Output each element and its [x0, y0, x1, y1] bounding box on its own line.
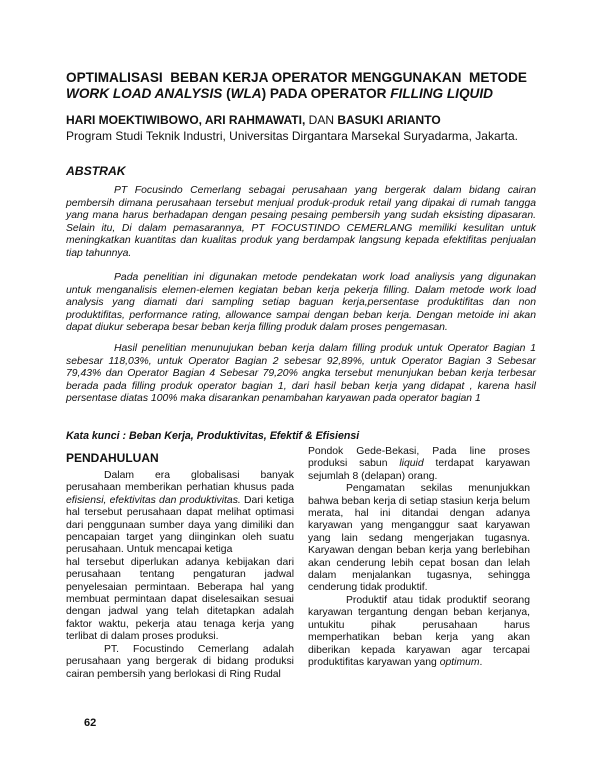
- right-column: [308, 446, 530, 669]
- title-wla: WLA: [230, 86, 262, 101]
- author-names: HARI MOEKTIWIBOWO, ARI RAHMAWATI,: [66, 113, 306, 127]
- abstract-paragraph-1: [66, 185, 536, 261]
- title-filling-liquid: FILLING LIQUID: [390, 86, 493, 101]
- section-heading-pendahuluan: PENDAHULUAN: [66, 451, 159, 465]
- right-p1-text-a: Pondok Gede-Bekasi, Pada line proses produksi sabun: [308, 446, 530, 470]
- title-paren-open: (: [222, 86, 231, 101]
- title-pada-operator: ) PADA OPERATOR: [261, 86, 391, 101]
- paper-title: [66, 70, 546, 102]
- page-number: 62: [84, 717, 97, 729]
- author-last: BASUKI ARIANTO: [337, 113, 441, 127]
- right-p3-text-a: Produktif atau tidak produktif seorang karyawan tergantung dengan beban kerjanya, untukitu pihak perusahaan harus memperhatikan beban kerja yang akan diberikan kepada karyawan agar tercapai produktifitas karyawan yang: [308, 594, 530, 668]
- left-p1-italic: efisiensi, efektivitas dan produktivitas.: [66, 494, 241, 506]
- title-method-italic: WORK LOAD ANALYSIS: [66, 86, 223, 101]
- title-line-1: OPTIMALISASI BEBAN KERJA OPERATOR MENGGUNAKAN METODE: [66, 70, 527, 85]
- abstract-text-1: PT Focusindo Cemerlang sebagai perusahaan yang bergerak dalam bidang cairan pembersih dimana perusahaan tersebut menjual produk-produk retail yang dipakai di rumah tangga yang mana harus berhadapan dengan pesaing pesaing pembersih yang sudah eksisting dipasaran. Selain itu, Di dalam pemasarannya, PT FOCUSTINDO CEMERLANG memiliki kesulitan untuk meningkatkan kuantitas dan kualitas produk yang berdampak langsung kepada efektifitas penjualan tiap tahunnya.: [66, 185, 536, 259]
- abstract-text-3: Hasil penelitian menunujukan beban kerja dalam filling produk untuk Operator Bagian 1 sebesar 118,03%, untuk Operator Bagian 2 sebesar 92,89%, untuk Operator Bagian 3 Sebesar 79,43% dan Operator Bagian 4 Sebesar 79,20% angka tersebut menunjukan beban kerja terbesar berada pada filling produk operator bagian 1, dari hasil beban kerja yang didapat , karena hasil persentase diatas 100% maka disarankan penambahan karyawan pada operator bagian 1: [66, 343, 536, 405]
- right-p1-text-c: terdapat karyawan sejumlah 8 (delapan) orang.: [308, 458, 530, 482]
- keywords: Kata kunci : Beban Kerja, Produktivitas, Efektif & Efisiensi: [66, 430, 360, 442]
- author-list: [66, 113, 546, 128]
- right-paragraph-3: [308, 595, 530, 669]
- left-column: [66, 470, 294, 681]
- right-p3-text-c: .: [479, 656, 483, 668]
- left-paragraph-3: PT. Focustindo Cemerlang adalah perusahaan yang bergerak di bidang produksi cairan pembersih yang berlokasi di Ring Rudal: [66, 643, 294, 680]
- left-p1-text-c: Dari ketiga hal tersebut perusahaan dapat melihat optimasi dari penggunaan sumber daya yang dimiliki dan pencapaian target yang diinginkan oleh suatu perusahaan. Untuk mencapai ketiga: [66, 494, 294, 556]
- abstract-paragraph-2: [66, 272, 536, 335]
- left-p1-text-a: Dalam era globalisasi banyak perusahaan memberikan perhatian khusus pada: [66, 470, 294, 494]
- right-paragraph-1: [308, 446, 530, 483]
- right-paragraph-2: Pengamatan sekilas menunjukkan bahwa beban kerja di setiap stasiun kerja belum merata, hal ini ditandai dengan adanya karyawan yang menganggur saat karyawan yang lain sedang mengerjakan tugasnya. Karyawan dengan beban kerja yang berlebihan akan cenderung lebih cepat bosan dan lelah dalam menjalankan tugasnya, sehingga cenderung tidak produktif.: [308, 483, 530, 594]
- right-p3-italic: optimum: [439, 656, 480, 668]
- author-dan: DAN: [305, 113, 338, 127]
- abstract-text-2: Pada penelitian ini digunakan metode pendekatan work load analiysis yang digunakan untuk menganalisis elemen-elemen kegiatan beban kerja pekerja filling. Dalam metode work load analysis yang diamati dari sampling setiap baguan kerja,persentase produktifitas dan non produktifitas, performance rating, allowance sampai dengan beban kerja. Dengan metoide ini akan dapat diukur seberapa besar beban kerja filling produk dalam proses pengemasan.: [66, 272, 536, 334]
- left-paragraph-2: hal tersebut diperlukan adanya kebijakan dari perusahaan tentang pengaturan jadwal penyelesaian permintaan. Beberapa hal yang membuat permintaan dapat diselesaikan sesuai dengan jadwal yang telah ditetapkan adalah faktor waktu, pekerja atau tenaga kerja yang terlibat di dalam proses produksi.: [66, 556, 294, 643]
- abstract-paragraph-3: [66, 343, 536, 406]
- right-p1-italic: liquid: [399, 458, 424, 470]
- title-line-2: [66, 86, 546, 102]
- left-paragraph-1: [66, 470, 294, 557]
- affiliation: Program Studi Teknik Industri, Universitas Dirgantara Marsekal Suryadarma, Jakarta.: [66, 129, 518, 143]
- abstract-heading: ABSTRAK: [66, 164, 126, 178]
